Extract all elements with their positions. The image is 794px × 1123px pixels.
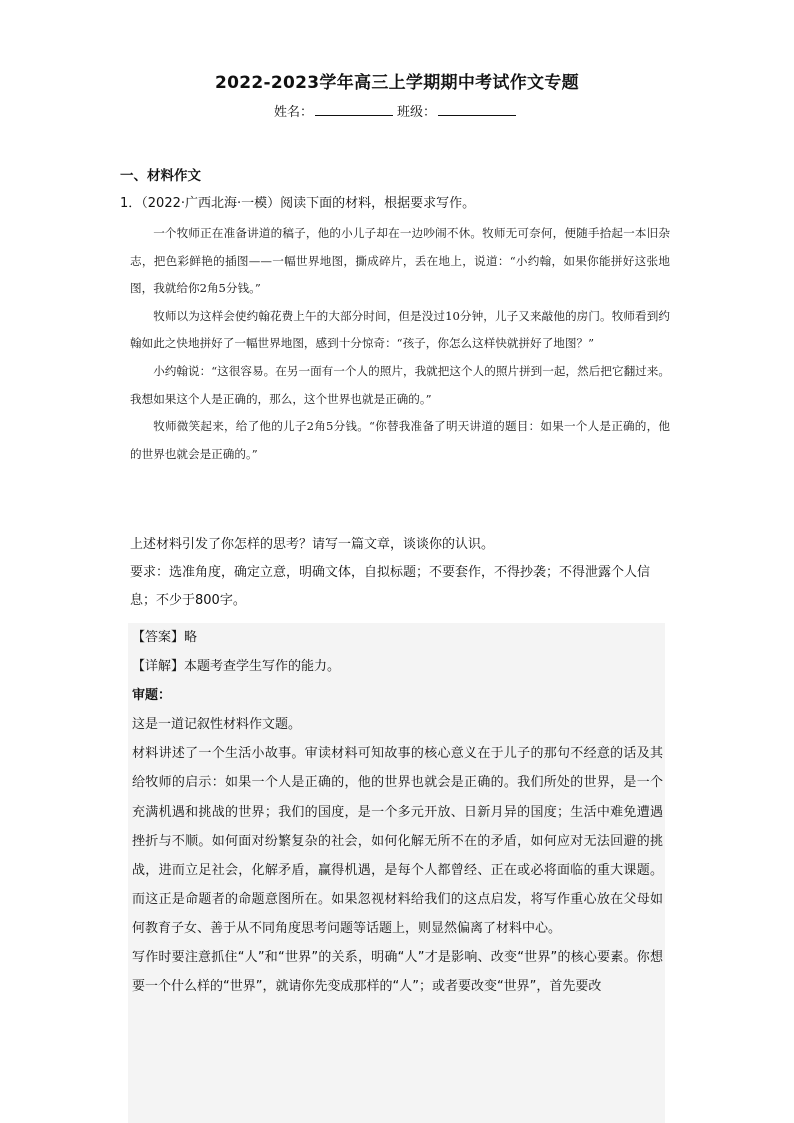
material-text (130, 220, 670, 468)
detail-text: 本题考查学生写作的能力。 (184, 659, 341, 675)
answer-label: 【答案】 (132, 630, 185, 645)
writing-prompt (130, 531, 665, 615)
name-blank[interactable] (315, 103, 393, 116)
detail-label: 【详解】 (132, 659, 185, 675)
student-info-line (0, 101, 794, 120)
answer-value: 略 (184, 630, 198, 645)
answer-line (132, 623, 663, 652)
answer-section (132, 623, 663, 1001)
question-line: 1．（2022·广西北海·一模）阅读下面的材料，根据要求写作。 (120, 196, 476, 211)
review-heading: 审题： (132, 688, 172, 704)
material-paragraph: 一个牧师正在准备讲道的稿子，他的小儿子却在一边吵闹不休。牧师无可奈何，便随手拾起一本旧杂志，把色彩鲜艳的插图——一幅世界地图，撕成碎片，丢在地上，说道：“小约翰，如果你能拼好这张地图，我就给你2角5分钱。” (130, 226, 670, 296)
answer-paragraph: 这是一道记叙性材料作文题。 (132, 717, 302, 733)
material-paragraph: 牧师以为这样会使约翰花费上午的大部分时间，但是没过10分钟，儿子又来敲他的房门。牧师看到约翰如此之快地拼好了一幅世界地图，感到十分惊奇：“孩子，你怎么这样快就拼好了地图？” (130, 308, 670, 351)
answer-paragraph: 写作时要注意抓住“人”和“世界”的关系，明确“人”才是影响、改变“世界”的核心要素。你想要一个什么样的“世界”，就请你先变成那样的“人”；或者要改变“世界”，首先要改 (132, 950, 663, 995)
section-heading: 一、材料作文 (120, 168, 201, 184)
prompt-requirements: 要求：选准角度，确定立意，明确文体，自拟标题；不要套作，不得抄袭；不得泄露个人信息；不少于800字。 (130, 565, 651, 608)
material-paragraph: 牧师微笑起来，给了他的儿子2角5分钱。“你替我准备了明天讲道的题目：如果一个人是正确的，他的世界也就会是正确的。” (130, 419, 670, 461)
class-label: 班级： (397, 105, 437, 120)
answer-paragraph: 材料讲述了一个生活小故事。审读材料可知故事的核心意义在于儿子的那句不经意的话及其给牧师的启示：如果一个人是正确的，他的世界也就会是正确的。我们所处的世界，是一个充满机遇和挑战的世界；我们的国度，是一个多元开放、日新月异的国度；生活中难免遭遇挫折与不顺。如何面对纷繁复杂的社会，如何化解无所不在的矛盾，如何应对无法回避的挑战，进而立足社会，化解矛盾，赢得机遇，是每个人都曾经、正在或必将面临的重大课题。而这正是命题者的命题意图所在。如果忽视材料给我们的这点启发，将写作重心放在父母如何教育子女、善于从不同角度思考问题等话题上，则显然偏离了材料中心。 (132, 746, 663, 936)
name-label: 姓名： (273, 105, 313, 120)
detail-line (132, 652, 663, 681)
class-blank[interactable] (438, 103, 516, 116)
prompt-question: 上述材料引发了你怎样的思考？请写一篇文章，谈谈你的认识。 (130, 537, 495, 552)
material-paragraph: 小约翰说：“这很容易。在另一面有一个人的照片，我就把这个人的照片拼到一起，然后把它翻过来。我想如果这个人是正确的，那么，这个世界也就是正确的。” (130, 363, 670, 406)
document-title: 2022-2023学年高三上学期期中考试作文专题 (215, 73, 579, 93)
